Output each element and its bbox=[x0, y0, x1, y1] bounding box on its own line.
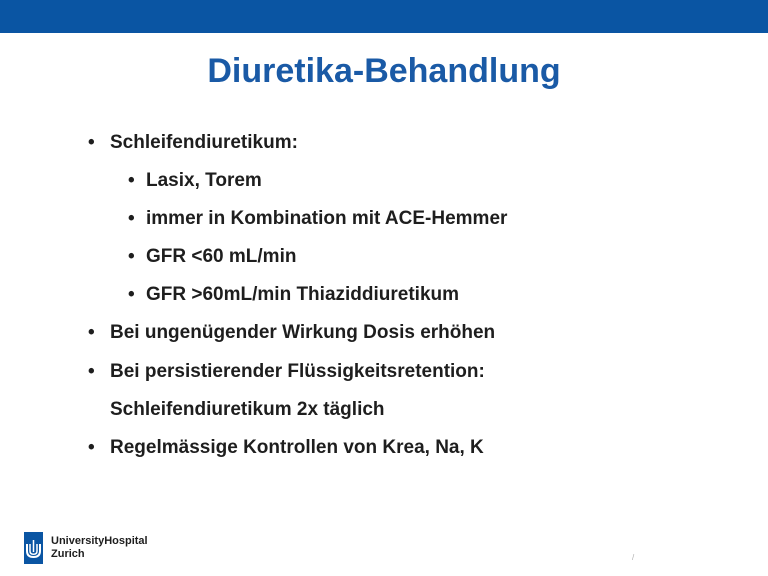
logo-line-2: Zurich bbox=[51, 548, 85, 560]
sub-bullet-item bbox=[128, 245, 296, 269]
bullet-text: Bei persistierender Flüssigkeitsretention: bbox=[110, 361, 485, 382]
bullet-text: Lasix, Torem bbox=[146, 170, 262, 191]
logo-text bbox=[51, 535, 148, 561]
bullet-dot-icon: • bbox=[88, 322, 95, 343]
bullet-text: Regelmässige Kontrollen von Krea, Na, K bbox=[110, 437, 484, 458]
bullet-text: Schleifendiuretikum 2x täglich bbox=[110, 399, 385, 420]
bullet-dot-icon: • bbox=[88, 132, 95, 153]
bullet-item bbox=[88, 131, 298, 155]
page-marker: / bbox=[632, 553, 635, 562]
bullet-text: immer in Kombination mit ACE-Hemmer bbox=[146, 208, 508, 229]
bullet-text: GFR <60 mL/min bbox=[146, 246, 297, 267]
sub-bullet-item bbox=[128, 283, 459, 307]
header-bar bbox=[0, 0, 768, 33]
slide-title: Diuretika-Behandlung bbox=[207, 52, 561, 90]
bullet-item bbox=[88, 436, 484, 460]
bullet-text: Bei ungenügender Wirkung Dosis erhöhen bbox=[110, 322, 496, 343]
hospital-logo-icon bbox=[24, 532, 43, 564]
bullet-dot-icon: • bbox=[128, 170, 135, 191]
sub-bullet-item bbox=[128, 207, 507, 231]
bullet-item bbox=[88, 321, 495, 345]
logo-line-1: UniversityHospital bbox=[51, 535, 148, 547]
bullet-dot-icon: • bbox=[128, 246, 135, 267]
sub-bullet-item bbox=[128, 169, 262, 193]
hospital-logo bbox=[24, 530, 156, 566]
bullet-text: Schleifendiuretikum: bbox=[110, 132, 298, 153]
bullet-dot-icon: • bbox=[88, 437, 95, 458]
bullet-dot-icon: • bbox=[128, 208, 135, 229]
bullet-continuation bbox=[110, 398, 385, 422]
bullet-text: GFR >60mL/min Thiaziddiuretikum bbox=[146, 284, 460, 305]
bullet-item bbox=[88, 360, 485, 384]
bullet-dot-icon: • bbox=[128, 284, 135, 305]
bullet-dot-icon: • bbox=[88, 361, 95, 382]
